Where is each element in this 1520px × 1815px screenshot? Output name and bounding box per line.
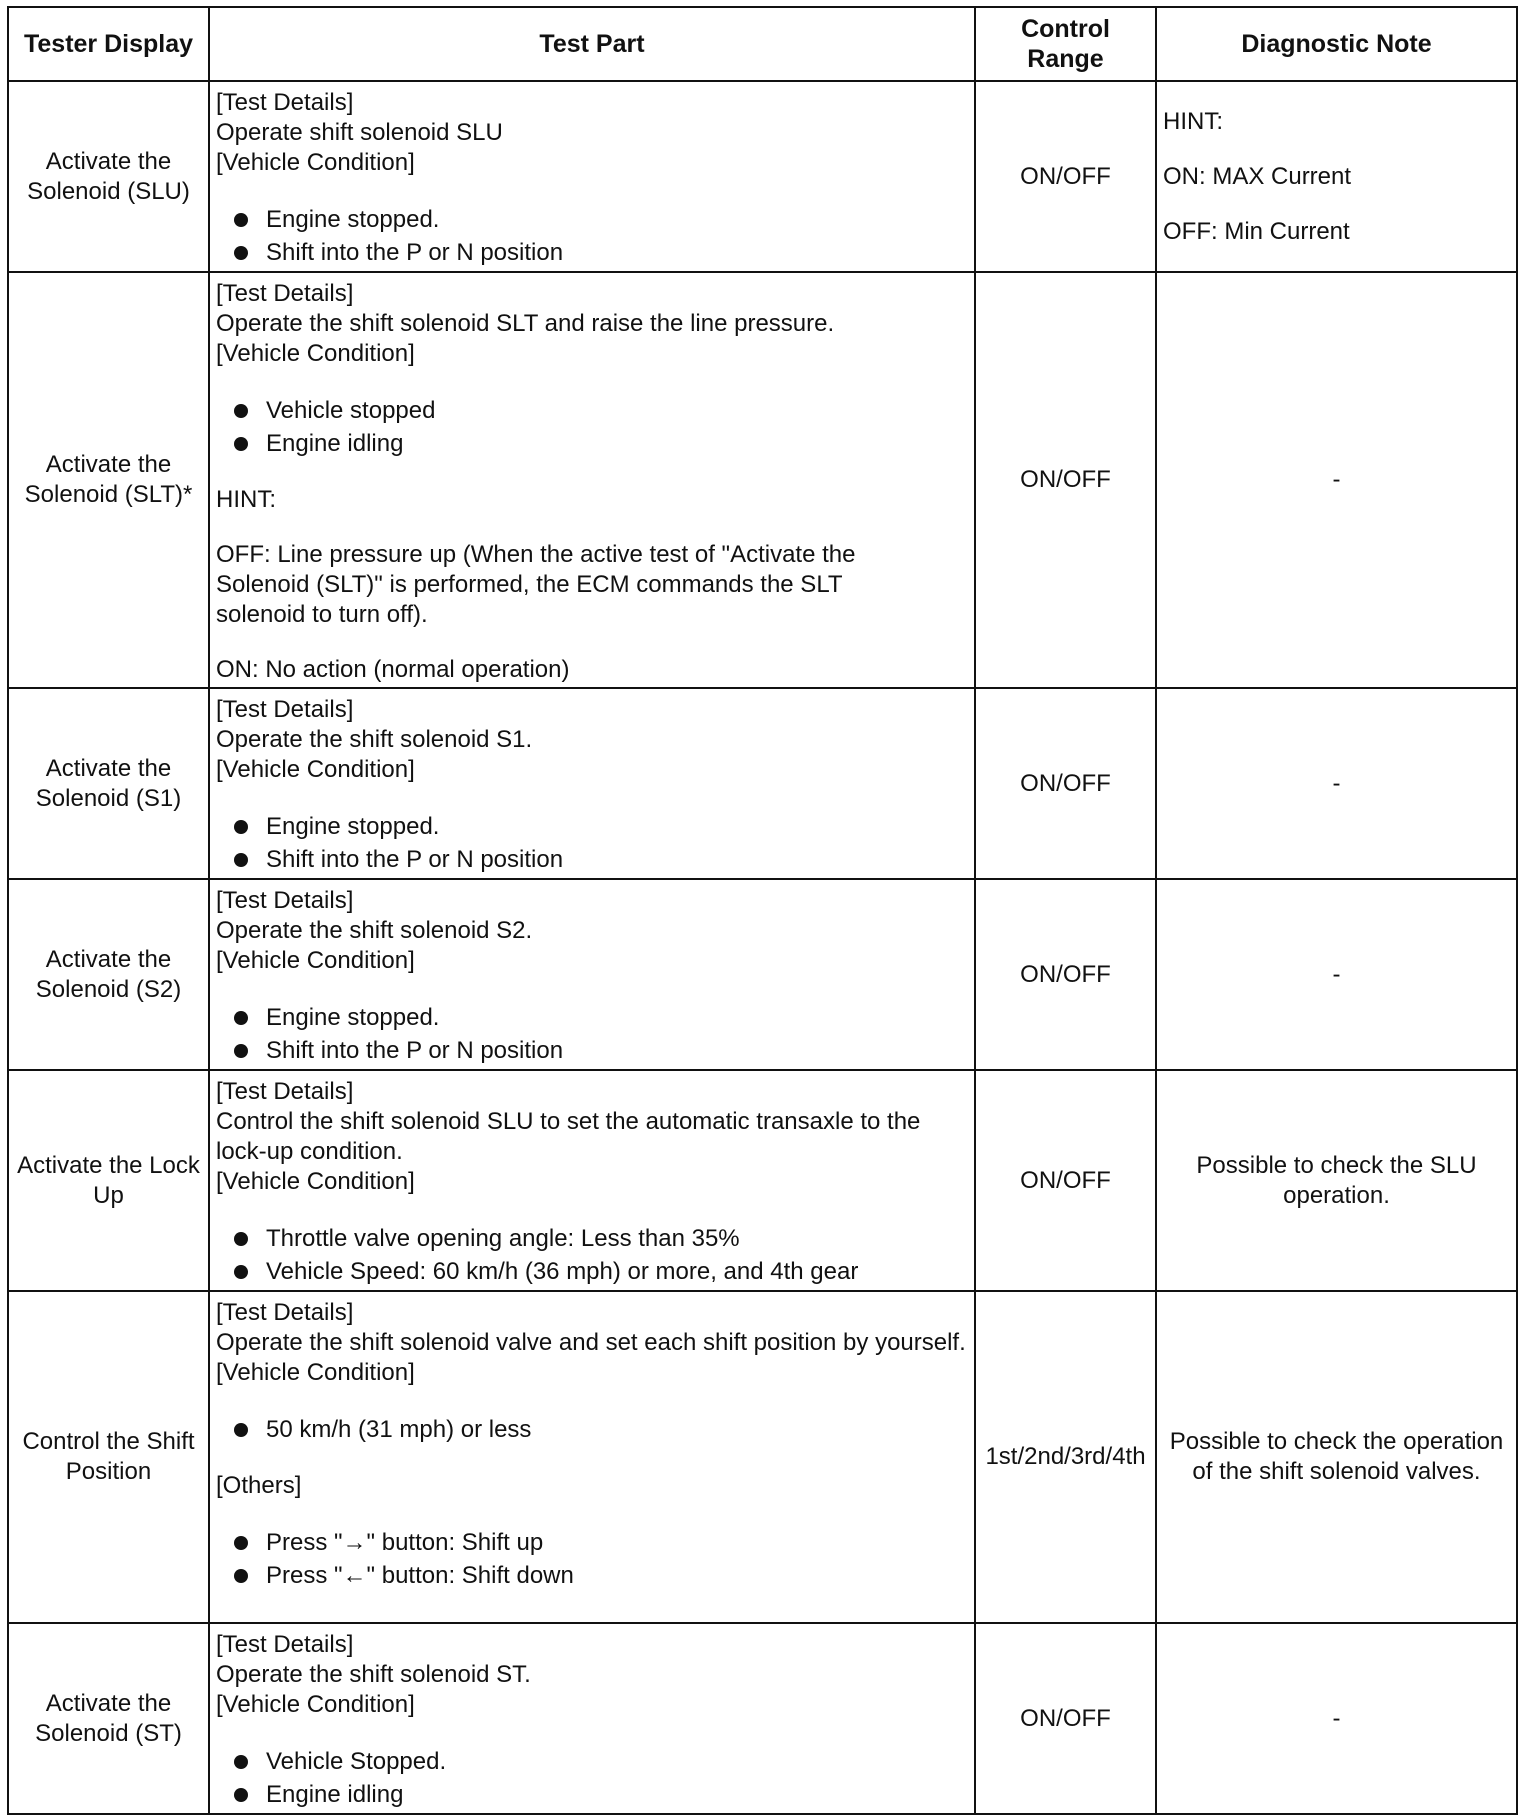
test-details-label: [Test Details]: [216, 89, 354, 116]
test-details-text: Operate the shift solenoid SLT and raise the line pressure.: [216, 310, 835, 337]
tester-display-cell: Activate the Solenoid (S1): [8, 688, 209, 879]
diagnostic-note-cell: -: [1156, 879, 1517, 1070]
bullet-icon: [234, 1044, 248, 1058]
tester-display-cell: Activate the Solenoid (S2): [8, 879, 209, 1070]
test-part-cell: [209, 1623, 975, 1814]
others-label: [Others]: [216, 1472, 302, 1499]
tester-display-cell: Activate the Solenoid (SLU): [8, 81, 209, 272]
test-details-text: Operate shift solenoid SLU: [216, 119, 503, 146]
list-item: Vehicle Stopped.: [216, 1745, 966, 1778]
test-details-text: Operate the shift solenoid S1.: [216, 726, 533, 753]
test-details-text: Operate the shift solenoid S2.: [216, 917, 533, 944]
header-diagnostic-note: Diagnostic Note: [1156, 7, 1517, 81]
list-item: Press "←" button: Shift down: [216, 1559, 966, 1592]
tester-display-cell: Activate the Solenoid (ST): [8, 1623, 209, 1814]
diagnostic-note-cell: Possible to check the SLU operation.: [1156, 1070, 1517, 1291]
control-range-cell: ON/OFF: [975, 688, 1156, 879]
vehicle-condition-label: [Vehicle Condition]: [216, 149, 415, 176]
list-item: Vehicle stopped: [216, 394, 966, 427]
list-item: Shift into the P or N position: [216, 843, 966, 876]
diagnostic-note-cell: [1156, 81, 1517, 272]
condition-list: [216, 810, 966, 876]
bullet-icon: [234, 1788, 248, 1802]
test-details-text: Control the shift solenoid SLU to set the automatic transaxle to the lock-up condition.: [216, 1108, 921, 1165]
tester-display-cell: Activate the Solenoid (SLT)*: [8, 272, 209, 688]
bullet-icon: [234, 437, 248, 451]
table-row: [8, 688, 1517, 879]
bullet-icon: [234, 1536, 248, 1550]
list-item: Press "→" button: Shift up: [216, 1526, 966, 1559]
vehicle-condition-label: [Vehicle Condition]: [216, 340, 415, 367]
note-hint: HINT:: [1163, 107, 1223, 135]
condition-list: [216, 203, 966, 269]
control-range-cell: ON/OFF: [975, 879, 1156, 1070]
condition-list: [216, 394, 966, 460]
control-range-cell: ON/OFF: [975, 1070, 1156, 1291]
list-item: Engine idling: [216, 1778, 966, 1811]
test-part-cell: [209, 1291, 975, 1623]
control-range-cell: ON/OFF: [975, 81, 1156, 272]
active-test-table: [7, 6, 1518, 1815]
header-test-part: Test Part: [209, 7, 975, 81]
bullet-icon: [234, 1755, 248, 1769]
test-part-cell: [209, 81, 975, 272]
note-on: ON: MAX Current: [1163, 162, 1352, 190]
table-row: [8, 1070, 1517, 1291]
bullet-icon: [234, 213, 248, 227]
list-item: 50 km/h (31 mph) or less: [216, 1413, 966, 1446]
test-part-cell: [209, 1070, 975, 1291]
table-row: [8, 879, 1517, 1070]
condition-list: [216, 1745, 966, 1811]
diagnostic-note-cell: -: [1156, 688, 1517, 879]
test-details-label: [Test Details]: [216, 696, 354, 723]
bullet-icon: [234, 1232, 248, 1246]
test-part-cell: [209, 879, 975, 1070]
control-range-cell: ON/OFF: [975, 1623, 1156, 1814]
vehicle-condition-label: [Vehicle Condition]: [216, 1359, 415, 1386]
diagnostic-note-cell: Possible to check the operation of the shift solenoid valves.: [1156, 1291, 1517, 1623]
bullet-icon: [234, 853, 248, 867]
table-row: [8, 1623, 1517, 1814]
list-item: Engine stopped.: [216, 203, 966, 236]
bullet-icon: [234, 1423, 248, 1437]
control-range-cell: ON/OFF: [975, 272, 1156, 688]
vehicle-condition-label: [Vehicle Condition]: [216, 756, 415, 783]
list-item: Engine idling: [216, 427, 966, 460]
test-details-label: [Test Details]: [216, 1299, 354, 1326]
bullet-icon: [234, 1265, 248, 1279]
header-row: [8, 7, 1517, 81]
note-off: OFF: Min Current: [1163, 217, 1350, 245]
tester-display-cell: Control the Shift Position: [8, 1291, 209, 1623]
condition-list: [216, 1413, 966, 1446]
diagnostic-note-cell: -: [1156, 1623, 1517, 1814]
hint-off-text: OFF: Line pressure up (When the active test of "Activate the Solenoid (SLT)" is performed, the ECM commands the SLT solenoid to turn off).: [216, 541, 856, 628]
test-part-cell: [209, 272, 975, 688]
vehicle-condition-label: [Vehicle Condition]: [216, 947, 415, 974]
others-list: [216, 1526, 966, 1592]
condition-list: [216, 1001, 966, 1067]
test-details-label: [Test Details]: [216, 1631, 354, 1658]
list-item: Engine stopped.: [216, 810, 966, 843]
hint-label: HINT:: [216, 486, 276, 513]
test-details-label: [Test Details]: [216, 280, 354, 307]
control-range-cell: 1st/2nd/3rd/4th: [975, 1291, 1156, 1623]
test-details-text: Operate the shift solenoid ST.: [216, 1661, 531, 1688]
table-row: [8, 272, 1517, 688]
tester-display-cell: Activate the Lock Up: [8, 1070, 209, 1291]
test-details-text: Operate the shift solenoid valve and set each shift position by yourself.: [216, 1329, 966, 1356]
diagnostic-note-cell: -: [1156, 272, 1517, 688]
header-tester-display: Tester Display: [8, 7, 209, 81]
bullet-icon: [234, 1569, 248, 1583]
test-part-cell: [209, 688, 975, 879]
list-item: Vehicle Speed: 60 km/h (36 mph) or more, and 4th gear: [216, 1255, 966, 1288]
test-details-label: [Test Details]: [216, 1078, 354, 1105]
table-row: [8, 1291, 1517, 1623]
list-item: Shift into the P or N position: [216, 1034, 966, 1067]
bullet-icon: [234, 404, 248, 418]
bullet-icon: [234, 820, 248, 834]
header-control-range: Control Range: [975, 7, 1156, 81]
vehicle-condition-label: [Vehicle Condition]: [216, 1168, 415, 1195]
bullet-icon: [234, 246, 248, 260]
test-details-label: [Test Details]: [216, 887, 354, 914]
list-item: Shift into the P or N position: [216, 236, 966, 269]
vehicle-condition-label: [Vehicle Condition]: [216, 1691, 415, 1718]
hint-on-text: ON: No action (normal operation): [216, 656, 570, 683]
list-item: Throttle valve opening angle: Less than 35%: [216, 1222, 966, 1255]
condition-list: [216, 1222, 966, 1288]
table-row: [8, 81, 1517, 272]
bullet-icon: [234, 1011, 248, 1025]
list-item: Engine stopped.: [216, 1001, 966, 1034]
